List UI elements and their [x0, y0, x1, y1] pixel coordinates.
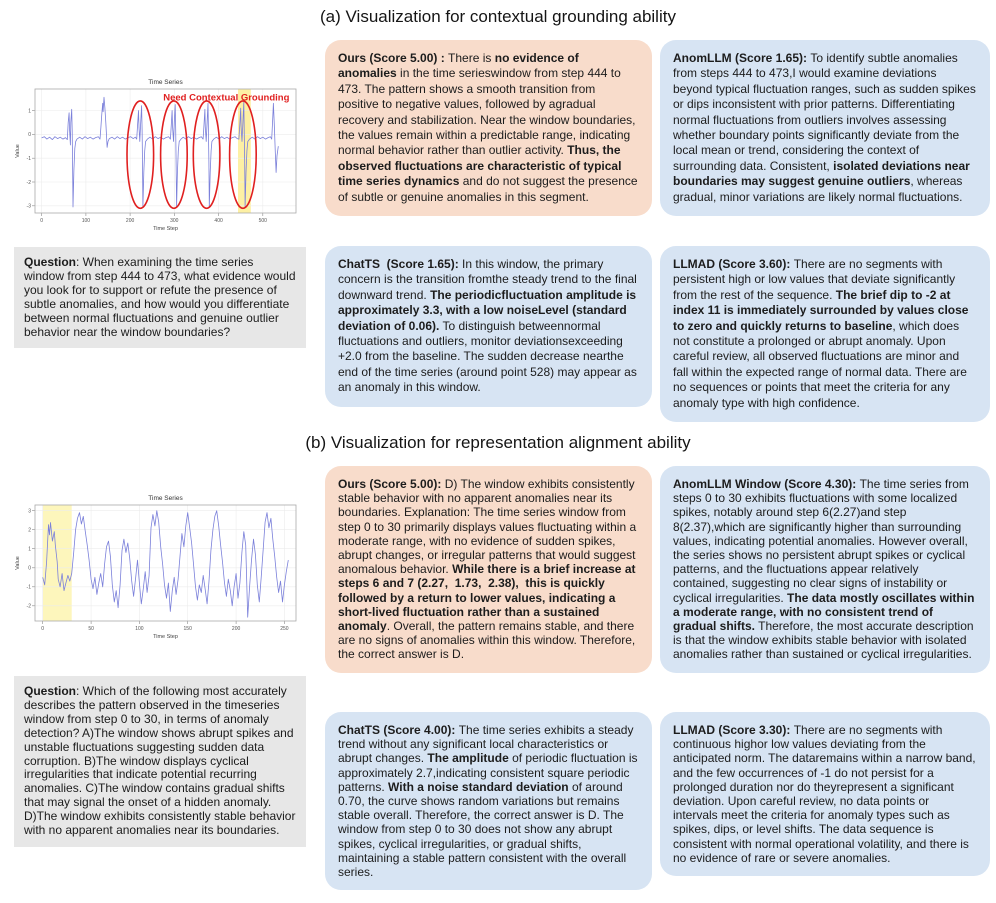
svg-text:Time Step: Time Step — [153, 634, 178, 640]
svg-text:150: 150 — [183, 626, 192, 632]
svg-text:3: 3 — [28, 508, 31, 515]
section-a-title: (a) Visualization for contextual grounding ability — [320, 7, 676, 26]
svg-text:100: 100 — [135, 626, 144, 632]
svg-text:Time Step: Time Step — [153, 226, 178, 232]
question-box-a: Question: When examining the time series window from step 444 to 473, what evidence would you look for to support or refute the presence of subtle anomalies, and how would you differentiate between normal fluctuations and genuine outlier behavior near the window boundaries? — [14, 247, 306, 348]
svg-text:Time Series: Time Series — [148, 79, 183, 86]
svg-text:0: 0 — [41, 626, 45, 632]
response-card-ours-a: Ours (Score 5.00) : There is no evidence of anomalies in the time serieswindow from step 444 to 473. The pattern shows a smooth transition from positive to negative values, followed by agradual recovery and stabilization. Near the window boundaries, the values remain within a predictable range, indicating normal behavior rather than outlier activity. Thus, the observed fluctuations are characteristic of typical time series dynamics and do not suggest the presence of subtle or genuine anomalies in this segment. — [325, 40, 652, 216]
svg-text:-1: -1 — [26, 584, 31, 591]
svg-text:-3: -3 — [26, 203, 31, 210]
response-card-chatts-a: ChatTS (Score 1.65): In this window, the primary concern is the transition fromthe steady trend to the final downward trend. The periodicfluctuation amplitude is approximately 3.3, with a low noiseLevel (standard deviation of 0.06). To distinguish betweennormal fluctuations and outliers, monitor deviationsexceeding +2.0 from the baseline. The sudden decrease nearthe end of the time series (around point 528) may appear as an anomaly in this window. — [325, 246, 652, 407]
svg-text:0: 0 — [40, 218, 43, 224]
svg-text:Value: Value — [15, 144, 21, 158]
svg-text:100: 100 — [81, 218, 91, 224]
svg-text:Value: Value — [15, 556, 21, 570]
time-series-plot-a-svg — [13, 76, 303, 234]
response-card-llmad-a: LLMAD (Score 3.60): There are no segments with persistent high or low values that deviate significantly from the rest of the sequence. The brief dip to -2 at index 11 is immediately surrounded by values close to zero and quickly returns to baseline, which does not constitute a prolonged or abrupt anomaly. Upon careful review, all observed fluctuations are minor and fall within the expected range of normal data. There are no sequences or points that meet the criteria for any anomaly type with high confidence. — [660, 246, 990, 422]
svg-text:-2: -2 — [26, 179, 31, 186]
time-series-plot-b-svg — [13, 492, 303, 642]
svg-text:Need Contextual Grounding: Need Contextual Grounding — [163, 92, 290, 104]
svg-text:400: 400 — [214, 218, 223, 224]
response-card-anomllm-window-b: AnomLLM Window (Score 4.30): The time series from steps 0 to 30 exhibits fluctuations with some localized spikes, notably around step 6(2.27)and step 8(2.37),which are significantly higher than surrounding values, indicating potential anomalies. However overall, the series shows no persistent abrupt spikes or cyclical patterns, and the fluctuations appear relatively contained, suggesting no clear signs of instability or cyclical irregularities. The data mostly oscillates within a moderate range, with no consistent trend of gradual shifts. Therefore, the most accurate description is that the window exhibits stable behavior with isolated anomalies rather than sustained or cyclical irregularities. — [660, 466, 990, 673]
svg-text:2: 2 — [28, 527, 31, 534]
svg-text:300: 300 — [170, 218, 179, 224]
svg-text:-1: -1 — [26, 156, 31, 162]
svg-text:Time Series: Time Series — [148, 495, 183, 502]
svg-text:200: 200 — [231, 626, 241, 632]
svg-text:0: 0 — [28, 565, 31, 572]
svg-text:0: 0 — [28, 132, 31, 139]
response-card-ours-b: Ours (Score 5.00): D) The window exhibits consistently stable behavior with no apparent anomalies near its boundaries. Explanation: The time series window from step 0 to 30 primarily displays values fluctuating within a moderate range, with no evidence of sudden spikes, abrupt changes, or irregular patterns that would suggest anomalous behavior. While there is a brief increase at steps 6 and 7 (2.27, 1.73, 2.38), this is quickly followed by a return to lower values, indicating a short-lived fluctuation rather than a sustained anomaly. Overall, the pattern remains stable, and there are no signs of anomalies within this window. Therefore, the correct answer is D. — [325, 466, 652, 673]
svg-text:250: 250 — [280, 626, 289, 632]
svg-text:500: 500 — [258, 218, 267, 224]
svg-text:200: 200 — [125, 218, 135, 224]
svg-text:1: 1 — [28, 546, 31, 553]
time-series-plot-b — [13, 492, 303, 642]
svg-text:-2: -2 — [26, 603, 31, 610]
question-box-b: Question: Which of the following most accurately describes the pattern observed in the timeseries window from step 0 to 30, in terms of anomaly detection? A)The window shows abrupt spikes and unstable fluctuations suggesting sudden data corruption. B)The window displays cyclical irregularities that indicate potential recurring anomalies. C)The window contains gradual shifts that may signal the onset of a hidden anomaly. D)The window exhibits consistently stable behavior with no apparent anomalies near its boundaries. — [14, 676, 306, 847]
time-series-plot-a — [13, 76, 303, 234]
response-card-llmad-b: LLMAD (Score 3.30): There are no segments with continuous highor low values deviating from the anticipated norm. The dataremains within a narrow band, and the few occurrences of -1 do not persist for a prolonged duration nor do theyrepresent a significant deviation. Upon careful review, no data points or intervals meet the criteria for anomaly types such as spikes, dips, or level shifts. The data sequence is consistent with normal operational volatility, and there is no evidence of rare or severe anomalies. — [660, 712, 990, 876]
response-card-anomllm-a: AnomLLM (Score 1.65): To identify subtle anomalies from steps 444 to 473,I would examine deviations beyond typical fluctuation ranges, such as sudden spikes or dips inconsistent with prior patterns. Differentiating normal fluctuations from outliers involves assessing whether boundary points significantly deviate from the local mean or trend, considering the context of surrounding data. Consistent, isolated deviations near boundaries may suggest genuine outliers, whereas gradual, minor variations are likely normal fluctuations. — [660, 40, 990, 216]
section-b-title: (b) Visualization for representation alignment ability — [305, 433, 691, 452]
response-card-chatts-b: ChatTS (Score 4.00): The time series exhibits a steady trend without any significant local characteristics or abrupt changes. The amplitude of periodic fluctuation is approximately 2.7,indicating consistent square periodic patterns. With a noise standard deviation of around 0.70, the curve shows random variations but remains stable overall. Therefore, the correct answer is D. The window from step 0 to 30 does not show any abrupt spikes, cyclical irregularities, or gradual shifts, maintaining a stable pattern consistent with the overall series. — [325, 712, 652, 890]
svg-text:50: 50 — [88, 626, 94, 632]
svg-text:1: 1 — [28, 108, 31, 115]
